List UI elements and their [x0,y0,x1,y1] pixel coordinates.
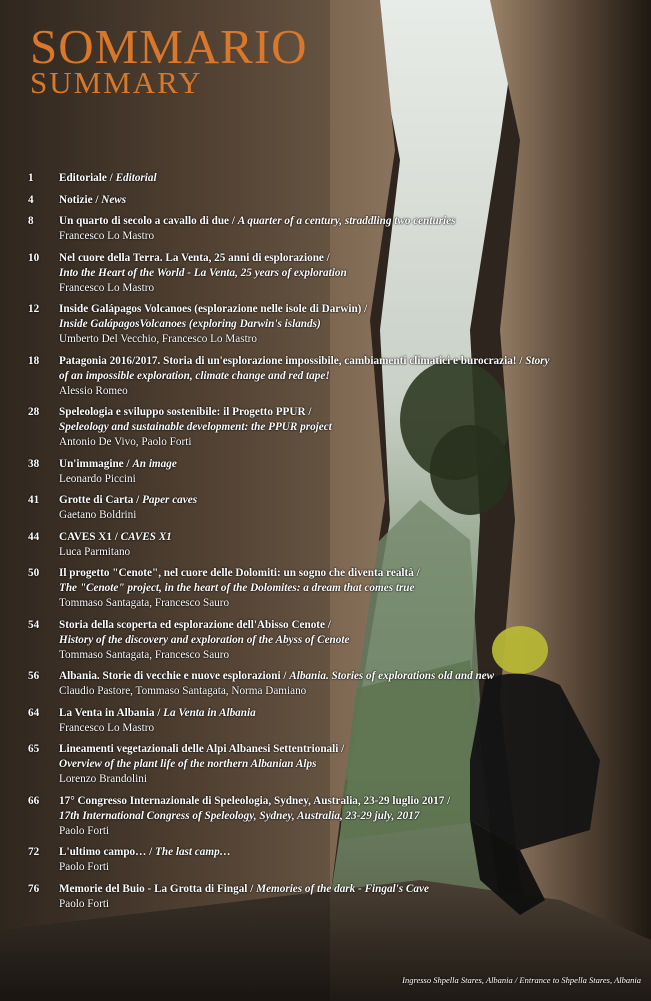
toc-entry [28,171,638,186]
entry-authors: Francesco Lo Mastro [59,721,155,734]
toc-entry [28,742,638,787]
title-sub: SUMMARY [30,65,203,100]
entry-title-line [59,794,638,809]
entry-title-line [59,669,638,684]
entry-title-line [59,214,638,229]
entry-title-line [59,633,638,648]
entry-authors: Antonio De Vivo, Paolo Forti [59,436,192,448]
entry-title-line [59,530,638,545]
english-title: History of the discovery and exploration of the Abyss of Cenote [59,633,350,646]
italian-title: Un'immagine / [59,457,133,470]
page-number: 72 [28,846,40,858]
italian-title: Storia della scoperta ed esplorazione dell'Abisso Cenote / [59,618,331,631]
italian-title: Inside Galápagos Volcanoes (esplorazione nelle isole di Darwin) / [59,303,368,315]
page-number: 54 [28,618,40,631]
english-title: Speleology and sustainable development: the PPUR project [59,421,332,433]
page-number: 38 [28,457,40,470]
page-number: 56 [28,670,40,682]
entry-title-line [59,809,638,824]
page-number: 8 [28,215,34,227]
entry-authors: Gaetano Boldrini [59,509,137,521]
italian-title: Un quarto di secolo a cavallo di due / [59,215,238,227]
entry-authors: Lorenzo Brandolini [59,773,147,785]
entry-title-line [59,566,638,581]
toc-entry [28,251,638,296]
page-number: 50 [28,567,40,579]
toc-entry [28,457,638,487]
english-title: News [101,193,127,206]
italian-title: Nel cuore della Terra. La Venta, 25 anni di esplorazione / [59,251,330,264]
title-main: SOMMARIO [30,19,308,74]
page-number: 66 [28,794,40,807]
italian-title: Speleologia e sviluppo sostenibile: il Progetto PPUR / [59,406,312,418]
page-number: 64 [28,706,40,719]
entry-title-line [59,493,638,508]
entry-title-line [59,757,638,772]
entry-title-line [59,581,638,596]
entry-authors: Leonardo Piccini [59,472,136,485]
toc-entry [28,214,638,244]
english-title: La Venta in Albania [163,706,256,719]
entry-authors: Tommaso Santagata, Francesco Sauro [59,597,230,609]
toc-entry [28,354,638,399]
entry-authors: Umberto Del Vecchio, Francesco Lo Mastro [59,333,258,345]
page-number: 28 [28,406,40,418]
italian-title: Patagonia 2016/2017. Storia di un'esplorazione impossibile, cambiamenti climatici e burocrazia! / [59,354,526,367]
english-title: Albania. Stories of explorations old and new [289,670,495,682]
entry-authors: Francesco Lo Mastro [59,230,155,242]
toc-entry [28,669,638,699]
english-title: Inside GalápagosVolcanoes (exploring Darwin's islands) [59,318,321,330]
page-number: 1 [28,172,34,184]
toc-entry [28,493,638,523]
entry-title-line [59,706,638,721]
entry-authors: Paolo Forti [59,897,110,910]
english-title: CAVES X1 [120,530,172,543]
toc-entry [28,706,638,736]
entry-title-line [59,405,638,420]
entry-title-line [59,845,638,860]
english-title: A quarter of a century, straddling two centuries [237,215,456,227]
italian-title: Lineamenti vegetazionali delle Alpi Albanesi Settentrionali / [59,743,345,755]
english-title: Into the Heart of the World - La Venta, 25 years of exploration [59,266,347,279]
photo-caption: Ingresso Shpella Stares, Albania / Entrance to Shpella Stares, Albania [402,975,641,985]
toc-entry [28,302,638,347]
entry-title-line [59,266,638,281]
entry-authors: Paolo Forti [59,824,110,837]
entry-title-line [59,420,638,435]
page-number: 4 [28,193,34,206]
toc-entry [28,530,638,560]
toc-entry [28,193,638,208]
italian-title: Editoriale / [59,172,116,184]
entry-title-line [59,354,638,369]
english-title: Editorial [115,172,157,184]
page-number: 44 [28,530,40,543]
toc-entry [28,794,638,839]
entry-authors: Paolo Forti [59,861,110,873]
page-number: 18 [28,354,40,367]
italian-title: Albania. Storie di vecchie e nuove esplorazioni / [59,670,290,682]
page-number: 12 [28,303,40,315]
entry-title-line [59,369,638,384]
toc-entry [28,882,638,912]
italian-title: La Venta in Albania / [59,706,164,719]
italian-title: L'ultimo campo… / [59,846,156,858]
english-title: of an impossible exploration, climate change and red tape! [59,369,330,382]
entry-title-line [59,193,638,208]
english-title: An image [132,457,177,470]
english-title: Paper caves [142,494,198,506]
entry-title-line [59,882,638,897]
italian-title: Il progetto "Cenote", nel cuore delle Dolomiti: un sogno che diventa realtà / [59,567,420,579]
entry-authors: Alessio Romeo [59,384,128,397]
toc-entry [28,618,638,663]
english-title: Story [525,354,550,367]
entry-title-line [59,317,638,332]
english-title: The "Cenote" project, in the heart of the Dolomites: a dream that comes true [59,582,415,594]
entry-title-line [59,251,638,266]
page-number: 41 [28,494,40,506]
italian-title: 17° Congresso Internazionale di Speleologia, Sydney, Australia, 23-29 luglio 2017 / [59,794,451,807]
entry-title-line [59,171,638,186]
toc-entry [28,845,638,875]
entry-authors: Claudio Pastore, Tommaso Santagata, Norma Damiano [59,685,307,697]
entry-title-line [59,302,638,317]
table-of-contents [28,171,638,918]
page-number: 10 [28,251,40,264]
toc-entry [28,566,638,611]
italian-title: Memorie del Buio - La Grotta di Fingal / [59,882,257,895]
entry-authors: Luca Parmitano [59,545,131,558]
italian-title: CAVES X1 / [59,530,121,543]
italian-title: Notizie / [59,193,102,206]
entry-authors: Francesco Lo Mastro [59,281,155,294]
entry-title-line [59,618,638,633]
entry-title-line [59,742,638,757]
toc-entry [28,405,638,450]
english-title: Overview of the plant life of the northern Albanian Alps [59,758,317,770]
english-title: Memories of the dark - Fingal's Cave [256,882,429,895]
page-title [30,19,308,100]
page-number: 76 [28,882,40,895]
english-title: 17th International Congress of Speleology, Sydney, Australia, 23-29 july, 2017 [59,809,420,822]
entry-title-line [59,457,638,472]
english-title: The last camp… [155,846,231,858]
italian-title: Grotte di Carta / [59,494,143,506]
entry-authors: Tommaso Santagata, Francesco Sauro [59,648,230,661]
page-number: 65 [28,743,40,755]
